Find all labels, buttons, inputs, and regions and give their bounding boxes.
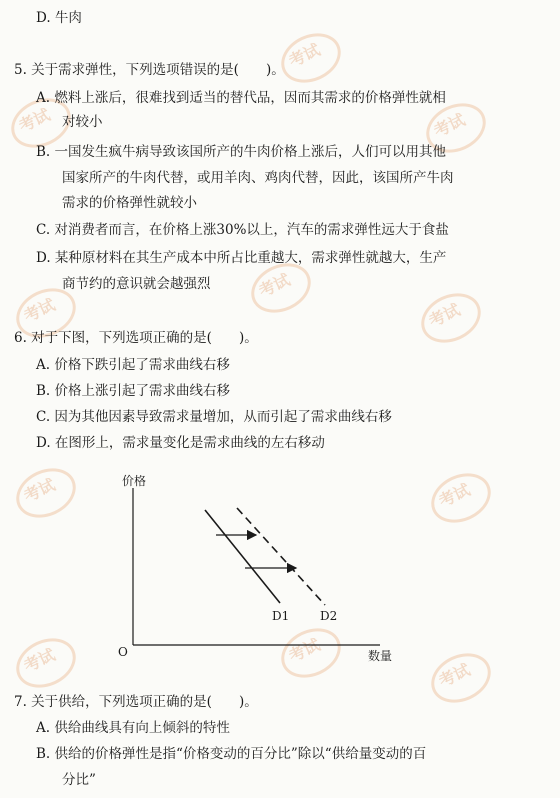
question-6-option-a: A. 价格下跌引起了需求曲线右移 xyxy=(36,357,230,373)
d2-label: D2 xyxy=(320,609,338,623)
watermark-logo: 考试 xyxy=(15,470,77,516)
question-5-option-b: B. 一国发生疯牛病导致该国所产的牛肉价格上涨后，人们可以用其他 xyxy=(36,144,447,160)
origin-label: O xyxy=(118,645,128,659)
question-5-option-a: A. 燃料上涨后，很难找到适当的替代品，因而其需求的价格弹性就相 xyxy=(36,90,446,106)
question-5-option-b-cont2: 需求的价格弹性就较小 xyxy=(62,195,197,211)
question-6-stem: 6. 对于下图，下列选项正确的是( )。 xyxy=(14,330,258,346)
watermark-logo: 考试 xyxy=(15,290,77,336)
x-axis-label: 数量 xyxy=(368,649,393,663)
watermark-logo: 考试 xyxy=(425,105,487,151)
question-7-option-a: A. 供给曲线具有向上倾斜的特性 xyxy=(36,720,230,736)
watermark-logo: 考试 xyxy=(280,630,342,676)
watermark-logo: 考试 xyxy=(420,295,482,341)
question-7-stem: 7. 关于供给，下列选项正确的是( )。 xyxy=(14,694,258,710)
question-5-stem: 5. 关于需求弹性，下列选项错误的是( )。 xyxy=(14,62,285,78)
watermark-logo: 考试 xyxy=(430,655,492,701)
curve-d2 xyxy=(237,508,325,605)
watermark-logo: 考试 xyxy=(10,100,72,146)
question-5-option-b-cont: 国家所产的牛肉代替，或用羊肉、鸡肉代替，因此，该国所产牛肉 xyxy=(62,170,454,186)
question-6-option-c: C. 因为其他因素导致需求量增加，从而引起了需求曲线右移 xyxy=(36,409,392,425)
d1-label: D1 xyxy=(272,609,290,623)
question-5-option-a-cont: 对较小 xyxy=(62,114,103,130)
prev-option-d: D. 牛肉 xyxy=(36,10,82,26)
question-7-option-b: B. 供给的价格弹性是指“价格变动的百分比”除以“供给量变动的百 xyxy=(36,746,427,762)
watermark-logo: 考试 xyxy=(430,475,492,521)
watermark-logo: 考试 xyxy=(15,640,77,686)
question-6-option-d: D. 在图形上，需求量变化是需求曲线的左右移动 xyxy=(36,435,325,451)
curve-d1 xyxy=(205,510,280,603)
question-7-option-b-cont: 分比” xyxy=(62,772,96,788)
y-axis-label: 价格 xyxy=(122,474,147,488)
question-6-option-b: B. 价格上涨引起了需求曲线右移 xyxy=(36,383,231,399)
question-5-option-d-cont: 商节约的意识就会越强烈 xyxy=(62,276,211,292)
question-5-option-c: C. 对消费者而言，在价格上涨30%以上，汽车的需求弹性远大于食盐 xyxy=(36,222,449,238)
watermark-logo: 考试 xyxy=(280,35,342,81)
watermark-logo: 考试 xyxy=(250,265,312,311)
question-5-option-d: D. 某种原材料在其生产成本中所占比重越大，需求弹性就越大，生产 xyxy=(36,250,447,266)
